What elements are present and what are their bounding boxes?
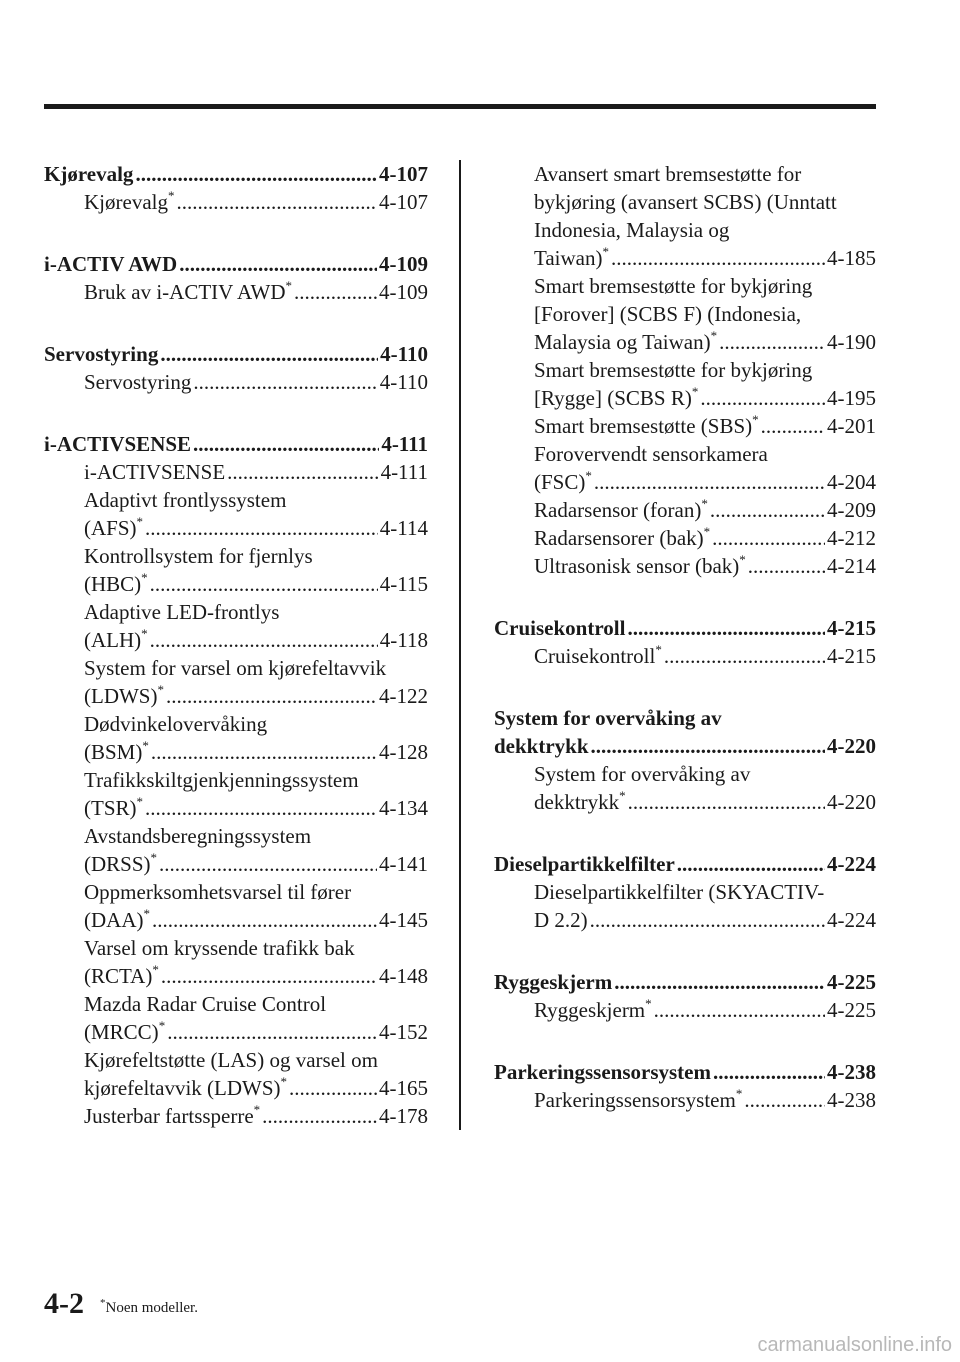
- toc-left-column: [44, 160, 428, 1164]
- dot-leader: [176, 188, 377, 216]
- toc-entry-page: 4-114: [379, 516, 428, 540]
- toc-entry[interactable]: [44, 188, 428, 216]
- toc-entry-line: Mazda Radar Cruise Control: [84, 992, 327, 1016]
- toc-entry-line: Dieselpartikkelfilter (SKYACTIV-: [534, 880, 825, 904]
- dot-leader: [591, 732, 825, 760]
- toc-entry-line: Avansert smart bremsestøtte for: [534, 162, 802, 186]
- toc-entry-line: Smart bremsestøtte for bykjøring: [534, 274, 813, 298]
- dot-leader: [161, 962, 377, 990]
- toc-section: [494, 850, 876, 934]
- toc-entry-title: (BSM)*: [84, 738, 149, 764]
- toc-heading[interactable]: [44, 340, 428, 368]
- toc-section: [494, 968, 876, 1024]
- dot-leader: [150, 626, 378, 654]
- toc-entry-page: 4-134: [379, 796, 428, 820]
- dot-leader: [262, 1102, 377, 1130]
- dot-leader: [761, 412, 825, 440]
- toc-entry-line: Kjørefeltstøtte (LAS) og varsel om: [84, 1048, 378, 1072]
- toc-entry-title: Radarsensorer (bak)*: [534, 524, 711, 550]
- toc-entry-line: [Forover] (SCBS F) (Indonesia,: [534, 302, 802, 326]
- footnote-marker: *: [691, 384, 699, 399]
- toc-entry[interactable]: [44, 626, 428, 654]
- toc-entry-page: 4-190: [827, 330, 876, 354]
- dot-leader: [159, 850, 377, 878]
- dot-leader: [193, 430, 379, 458]
- dot-leader: [594, 468, 825, 496]
- toc-entry-line: System for varsel om kjørefeltavvik: [84, 656, 387, 680]
- dot-leader: [628, 788, 825, 816]
- toc-section: [494, 614, 876, 670]
- toc-heading-page: 4-215: [827, 616, 876, 640]
- toc-entry[interactable]: [494, 524, 876, 552]
- toc-entry-page: 4-224: [827, 908, 876, 932]
- toc-entry-page: 4-238: [827, 1088, 876, 1112]
- dot-leader: [166, 682, 377, 710]
- toc-entry-line: Varsel om kryssende trafikk bak: [84, 936, 355, 960]
- dot-leader: [719, 328, 825, 356]
- footnote-marker: *: [141, 626, 148, 641]
- footnote-marker: *: [136, 514, 144, 529]
- toc-entry-page: 4-122: [379, 684, 428, 708]
- toc-right-column: [494, 160, 876, 1148]
- toc-heading-page: 4-111: [381, 432, 428, 456]
- toc-entry-page: 4-152: [379, 1020, 428, 1044]
- footnote-marker: *: [152, 962, 159, 977]
- dot-leader: [294, 278, 377, 306]
- toc-section: [44, 160, 428, 216]
- toc-entry-page: 4-118: [379, 628, 428, 652]
- toc-entry-title: i-ACTIVSENSE: [84, 460, 226, 484]
- toc-entry-title: (AFS)*: [84, 514, 144, 540]
- toc-entry-title: Malaysia og Taiwan)*: [534, 328, 718, 354]
- toc-entry-page: 4-111: [380, 460, 428, 484]
- dot-leader: [167, 1018, 377, 1046]
- toc-entry-page: 4-109: [379, 280, 428, 304]
- dot-leader: [627, 614, 825, 642]
- toc-entry-page: 4-204: [827, 470, 876, 494]
- watermark: carmanualsonline.info: [757, 1334, 952, 1356]
- dot-leader: [611, 244, 825, 272]
- toc-entry[interactable]: [494, 496, 876, 524]
- toc-entry[interactable]: [44, 738, 428, 766]
- toc-entry-page: 4-215: [827, 644, 876, 668]
- toc-heading[interactable]: [494, 732, 876, 760]
- toc-heading[interactable]: [494, 614, 876, 642]
- toc-entry[interactable]: [44, 458, 428, 486]
- toc-entry-page: 4-107: [379, 190, 428, 214]
- toc-entry[interactable]: [494, 552, 876, 580]
- footnote-marker: *: [157, 682, 164, 697]
- toc-entry-line: System for overvåking av: [534, 762, 751, 786]
- footnote-marker: *: [253, 1102, 261, 1117]
- toc-entry-line: Forovervendt sensorkamera: [534, 442, 768, 466]
- toc-heading-title: i-ACTIV AWD: [44, 252, 178, 276]
- toc-entry-title: dekktrykk*: [534, 788, 626, 814]
- toc-section: [44, 430, 428, 1130]
- footnote-marker: *: [739, 552, 746, 567]
- toc-entry-line: Adaptive LED-frontlys: [84, 600, 280, 624]
- toc-entry-line: Dødvinkelovervåking: [84, 712, 268, 736]
- footnote-marker: *: [158, 1018, 166, 1033]
- toc-entry-page: 4-214: [827, 554, 876, 578]
- toc-section: [44, 340, 428, 396]
- dot-leader: [614, 968, 825, 996]
- toc-heading-title: Ryggeskjerm: [494, 970, 613, 994]
- toc-heading[interactable]: [44, 250, 428, 278]
- toc-entry-title: (LDWS)*: [84, 682, 164, 708]
- toc-entry[interactable]: [44, 514, 428, 542]
- footnote-marker: *: [645, 996, 652, 1011]
- toc-entry-title: Ultrasonisk sensor (bak)*: [534, 552, 746, 578]
- footnote-marker: *: [136, 794, 143, 809]
- dot-leader: [654, 996, 825, 1024]
- footnote: [100, 1297, 198, 1317]
- toc-entry-title: (TSR)*: [84, 794, 143, 820]
- toc-heading-page: 4-225: [827, 970, 876, 994]
- toc-entry-line: Kontrollsystem for fjernlys: [84, 544, 313, 568]
- footnote-marker: *: [280, 1074, 288, 1089]
- dot-leader: [150, 570, 378, 598]
- dot-leader: [152, 906, 377, 934]
- toc-entry-title: (FSC)*: [534, 468, 592, 494]
- toc-entry-title: Parkeringssensorsystem*: [534, 1086, 743, 1112]
- toc-entry-title: Kjørevalg*: [84, 188, 175, 214]
- toc-heading-title: Cruisekontroll: [494, 616, 626, 640]
- toc-entry[interactable]: [494, 788, 876, 816]
- toc-heading[interactable]: [44, 430, 428, 458]
- toc-entry[interactable]: [494, 906, 876, 934]
- column-divider: [459, 160, 461, 1130]
- toc-heading[interactable]: [44, 160, 428, 188]
- toc-entry[interactable]: [494, 328, 876, 356]
- dot-leader: [179, 250, 377, 278]
- toc-entry-page: 4-225: [827, 998, 876, 1022]
- footnote-marker: *: [655, 642, 662, 657]
- toc-entry[interactable]: [44, 570, 428, 598]
- toc-entry-line: Oppmerksomhetsvarsel til fører: [84, 880, 352, 904]
- toc-entry-page: 4-128: [379, 740, 428, 764]
- toc-entry-line: Avstandsberegningssystem: [84, 824, 312, 848]
- dot-leader: [227, 458, 378, 486]
- dot-leader: [710, 496, 825, 524]
- toc-entry-page: 4-209: [827, 498, 876, 522]
- dot-leader: [193, 368, 377, 396]
- dot-leader: [145, 794, 377, 822]
- toc-entry-title: Smart bremsestøtte (SBS)*: [534, 412, 759, 438]
- toc-entry-title: (ALH)*: [84, 626, 148, 652]
- toc-entry-page: 4-110: [379, 370, 428, 394]
- toc-entry-title: (RCTA)*: [84, 962, 159, 988]
- toc-heading-page: 4-220: [827, 734, 876, 758]
- toc-entry-page: 4-115: [379, 572, 428, 596]
- toc-entry-title: [Rygge] (SCBS R)*: [534, 384, 699, 410]
- toc-heading-page: 4-224: [827, 852, 876, 876]
- footnote-marker: *: [602, 244, 609, 259]
- toc-entry-page: 4-185: [827, 246, 876, 270]
- footnote-marker: *: [752, 412, 759, 427]
- dot-leader: [160, 340, 378, 368]
- toc-entry-page: 4-178: [379, 1104, 428, 1128]
- toc-entry-page: 4-145: [379, 908, 428, 932]
- page-number: 4-2: [44, 1287, 84, 1320]
- toc-entry[interactable]: [44, 1018, 428, 1046]
- dot-leader: [677, 850, 825, 878]
- toc-entry-title: Cruisekontroll*: [534, 642, 662, 668]
- footnote-marker: *: [142, 738, 149, 753]
- toc-entry[interactable]: [494, 468, 876, 496]
- top-rule: [44, 104, 876, 109]
- footnote-star: *: [100, 1297, 106, 1309]
- toc-entry-line: Indonesia, Malaysia og: [534, 218, 730, 242]
- toc-entry-title: Bruk av i-ACTIV AWD*: [84, 278, 292, 304]
- toc-entry[interactable]: [44, 1074, 428, 1102]
- toc-heading-page: 4-109: [379, 252, 428, 276]
- footnote-marker: *: [150, 850, 158, 865]
- toc-heading-title: Dieselpartikkelfilter: [494, 852, 675, 876]
- toc-entry-line: Smart bremsestøtte for bykjøring: [534, 358, 813, 382]
- toc-entry[interactable]: [44, 794, 428, 822]
- dot-leader: [289, 1074, 377, 1102]
- toc-entry-title: Radarsensor (foran)*: [534, 496, 708, 522]
- toc-entry-title: (DRSS)*: [84, 850, 158, 876]
- toc-heading-title: Parkeringssensorsystem: [494, 1060, 711, 1084]
- toc-entry-page: 4-165: [379, 1076, 428, 1100]
- dot-leader: [712, 524, 825, 552]
- footnote-marker: *: [141, 570, 148, 585]
- dot-leader: [590, 906, 825, 934]
- dot-leader: [744, 1086, 825, 1114]
- toc-entry-page: 4-212: [827, 526, 876, 550]
- dot-leader: [664, 642, 825, 670]
- toc-entry[interactable]: [494, 244, 876, 272]
- toc-heading-title: Servostyring: [44, 342, 159, 366]
- toc-entry-page: 4-141: [379, 852, 428, 876]
- toc-heading-page: 4-110: [380, 342, 428, 366]
- toc-heading-title: i-ACTIVSENSE: [44, 432, 192, 456]
- footnote-text: Noen modeller.: [105, 1300, 198, 1316]
- toc-entry[interactable]: [44, 906, 428, 934]
- toc-heading-title: Kjørevalg: [44, 162, 134, 186]
- dot-leader: [151, 738, 377, 766]
- toc-entry-line: bykjøring (avansert SCBS) (Unntatt: [534, 190, 837, 214]
- toc-entry-title: (MRCC)*: [84, 1018, 166, 1044]
- footnote-marker: *: [735, 1086, 743, 1101]
- dot-leader: [713, 1058, 825, 1086]
- toc-entry[interactable]: [44, 962, 428, 990]
- dot-leader: [748, 552, 825, 580]
- toc-entry[interactable]: [494, 1086, 876, 1114]
- toc-entry-title: Justerbar fartssperre*: [84, 1102, 261, 1128]
- footnote-marker: *: [619, 788, 626, 803]
- toc-entry-title: Servostyring: [84, 370, 192, 394]
- toc-entry[interactable]: [494, 412, 876, 440]
- toc-heading-page: 4-107: [379, 162, 428, 186]
- toc-entry-title: (DAA)*: [84, 906, 150, 932]
- footnote-marker: *: [285, 278, 292, 293]
- toc-entry-title: D 2.2): [534, 908, 588, 932]
- toc-entry-line: Adaptivt frontlyssystem: [84, 488, 287, 512]
- toc-entry-title: Taiwan)*: [534, 244, 609, 270]
- toc-entry-page: 4-195: [827, 386, 876, 410]
- toc-section: [494, 160, 876, 580]
- toc-section: [44, 250, 428, 306]
- toc-entry-page: 4-220: [827, 790, 876, 814]
- toc-entry-page: 4-201: [827, 414, 876, 438]
- toc-entry[interactable]: [44, 278, 428, 306]
- dot-leader: [135, 160, 377, 188]
- toc-heading-title: dekktrykk: [494, 734, 589, 758]
- dot-leader: [145, 514, 378, 542]
- toc-entry-page: 4-148: [379, 964, 428, 988]
- toc-heading[interactable]: [494, 850, 876, 878]
- toc-section: [494, 1058, 876, 1114]
- toc-entry[interactable]: [494, 642, 876, 670]
- footnote-marker: *: [703, 524, 711, 539]
- footnote-marker: *: [701, 496, 708, 511]
- toc-heading[interactable]: [494, 1058, 876, 1086]
- toc-entry[interactable]: [494, 384, 876, 412]
- toc-entry[interactable]: [44, 368, 428, 396]
- dot-leader: [700, 384, 825, 412]
- toc-heading-line: System for overvåking av: [494, 706, 722, 730]
- footnote-marker: *: [167, 188, 175, 203]
- toc-entry[interactable]: [494, 996, 876, 1024]
- toc-entry[interactable]: [44, 850, 428, 878]
- toc-entry-line: Trafikkskiltgjenkjenningssystem: [84, 768, 359, 792]
- toc-entry-title: Ryggeskjerm*: [534, 996, 652, 1022]
- toc-entry-title: kjørefeltavvik (LDWS)*: [84, 1074, 288, 1100]
- toc-entry[interactable]: [44, 1102, 428, 1130]
- toc-section: [494, 704, 876, 816]
- toc-heading-page: 4-238: [827, 1060, 876, 1084]
- footnote-marker: *: [585, 468, 592, 483]
- toc-heading[interactable]: [494, 968, 876, 996]
- toc-entry[interactable]: [44, 682, 428, 710]
- footnote-marker: *: [143, 906, 150, 921]
- footnote-marker: *: [710, 328, 718, 343]
- toc-entry-title: (HBC)*: [84, 570, 148, 596]
